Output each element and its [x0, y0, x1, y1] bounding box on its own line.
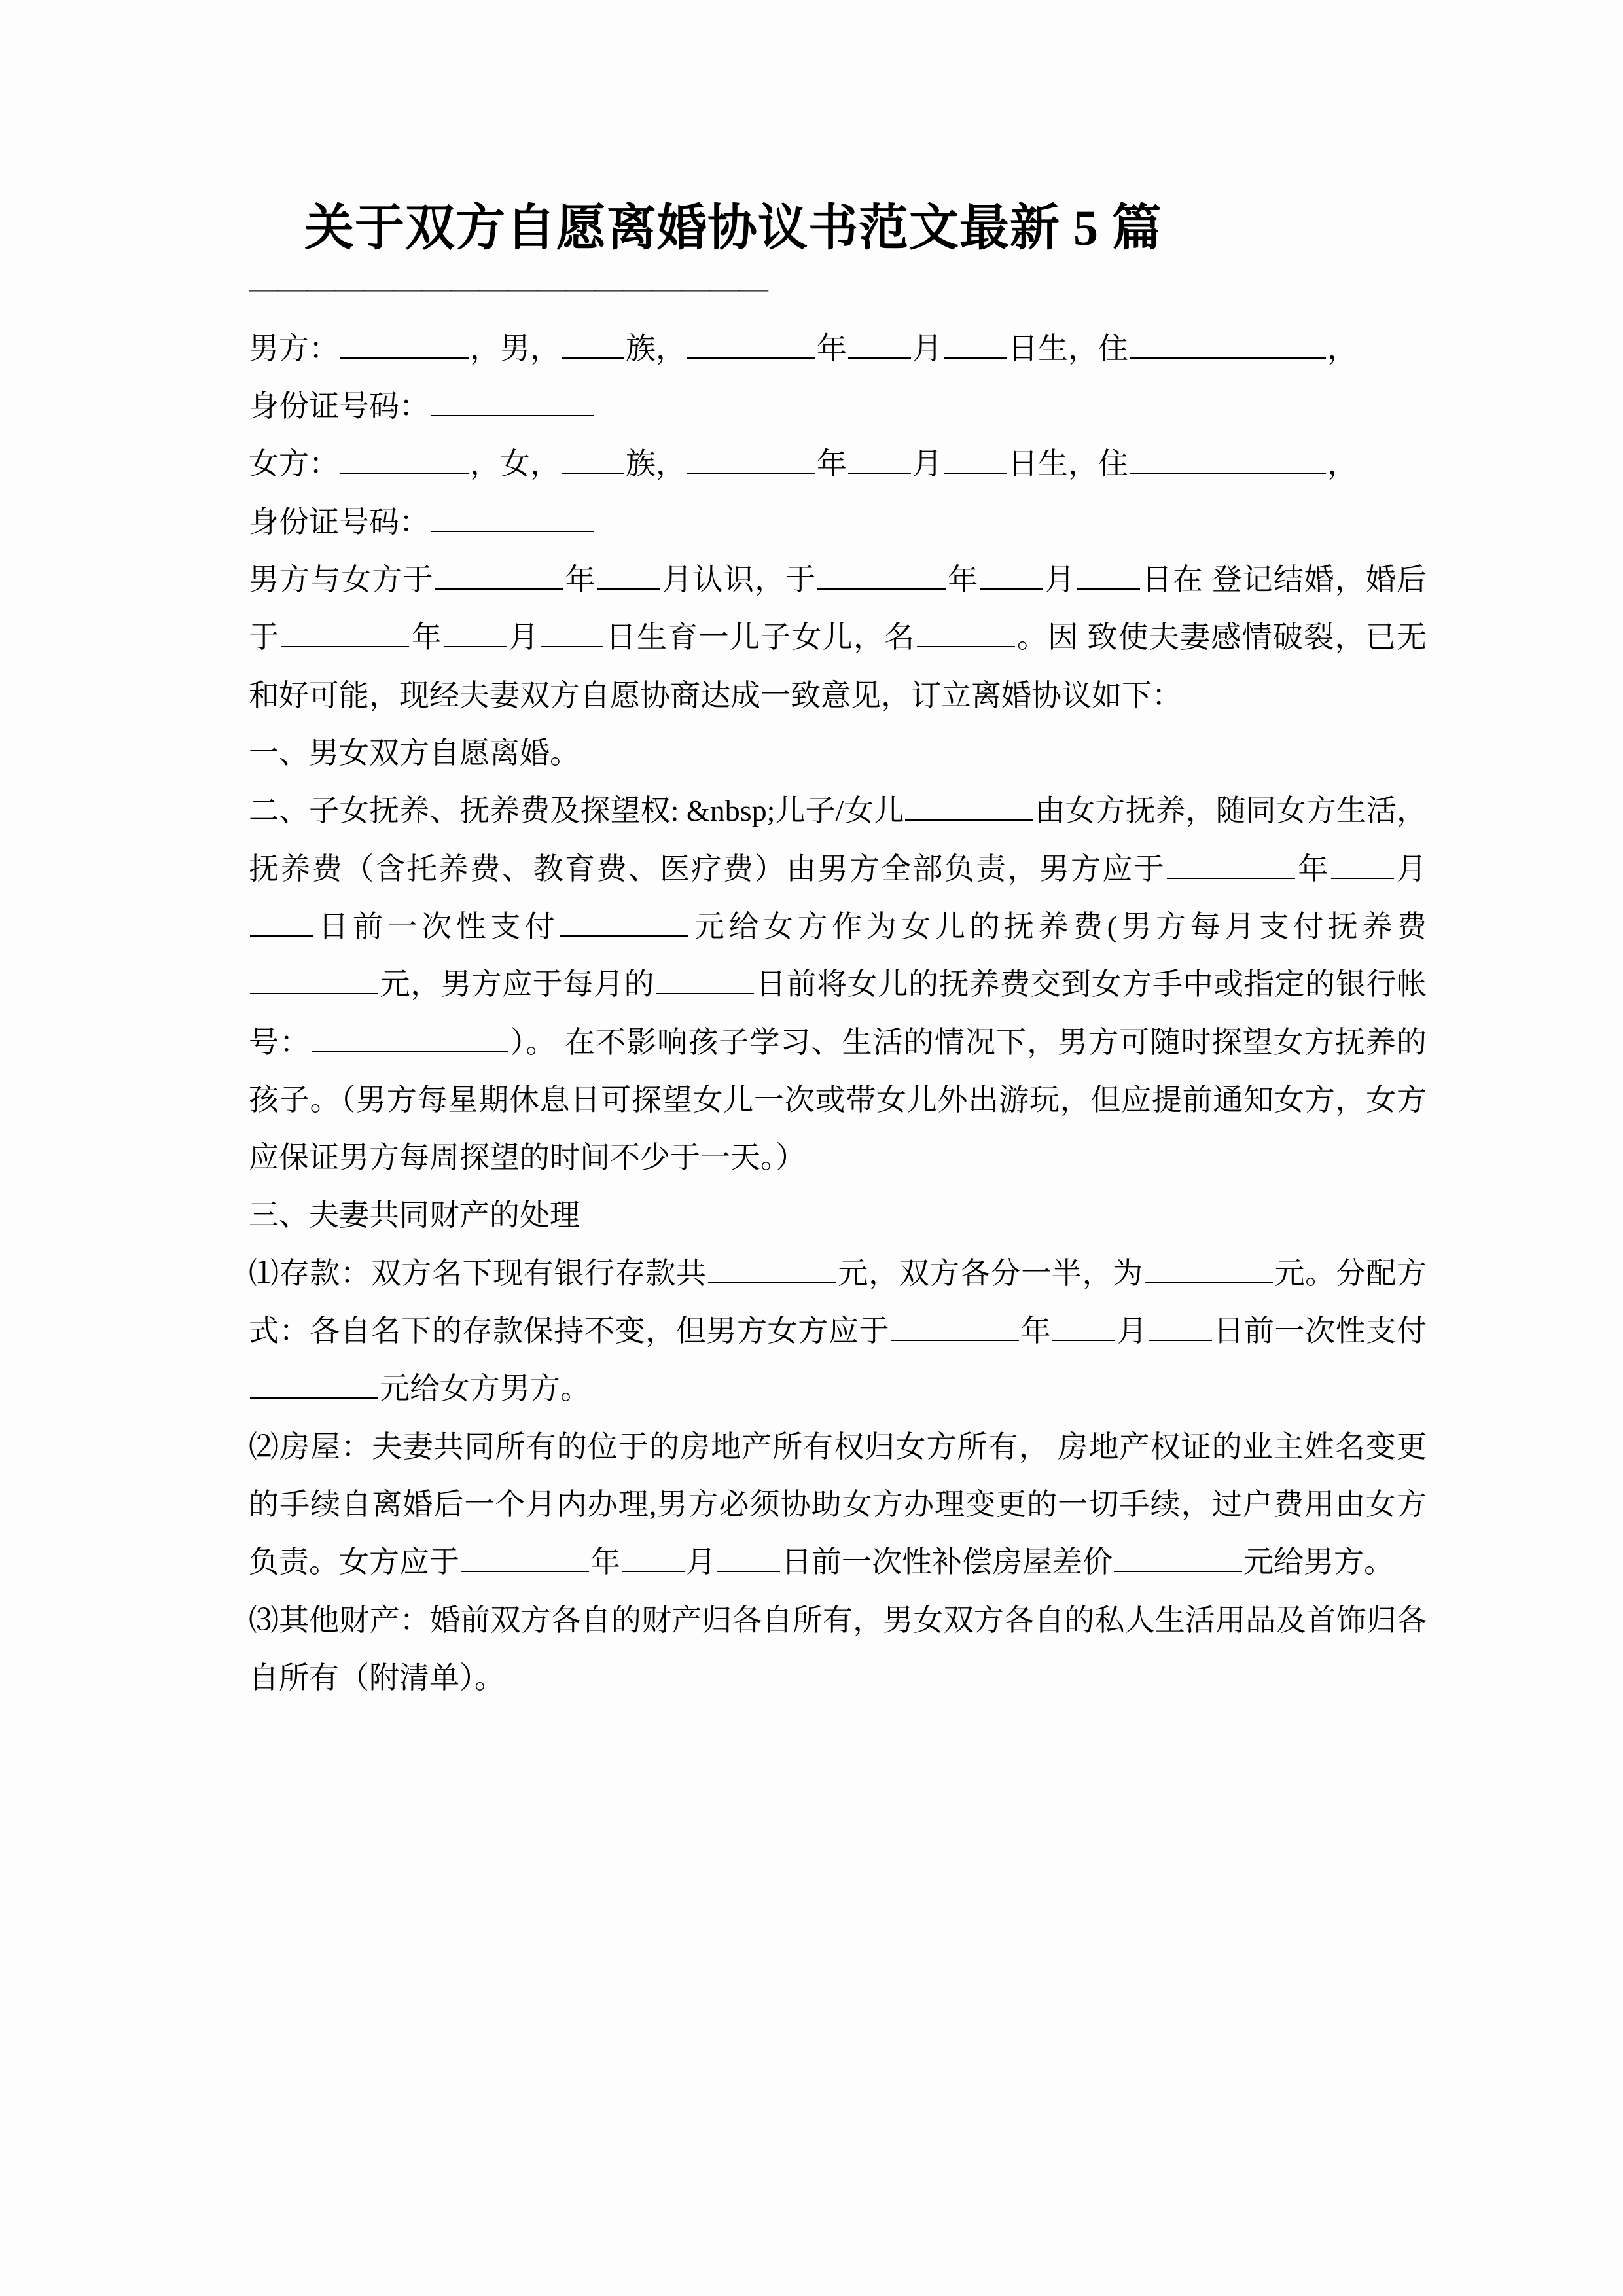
male-birth-day-blank[interactable]: [944, 326, 1007, 359]
meet-year-blank[interactable]: [435, 557, 563, 590]
female-birth-day-blank[interactable]: [944, 441, 1007, 474]
deposit-month-text: 月: [1116, 1314, 1148, 1348]
marry-day-blank[interactable]: [1077, 557, 1140, 590]
support-month-blank[interactable]: [1331, 846, 1394, 878]
meet-year-text: 年: [564, 563, 596, 597]
deposit-pay-day-blank[interactable]: [1149, 1308, 1212, 1341]
clause-one-paragraph: 一、男女双方自愿离婚。: [249, 736, 580, 770]
support-monthly-amount-blank[interactable]: [250, 961, 378, 994]
title-separator-rule: ——————————————————: [249, 272, 767, 303]
support-pay-text: 日前一次性支付: [314, 909, 560, 943]
marry-year-blank[interactable]: [817, 557, 946, 590]
female-birth-month-blank[interactable]: [848, 441, 911, 474]
clause-three-heading: 三、夫妻共同财产的处理: [249, 1198, 580, 1232]
male-label: 男方：: [249, 331, 339, 365]
support-lumpsum-amount-blank[interactable]: [560, 904, 688, 937]
meet-month-blank[interactable]: [597, 557, 660, 590]
support-amount-text: 元给女方作为女儿的抚养费(男方每月支付抚养费: [690, 909, 1427, 943]
deposit-recipient-text: 元给女方男方。: [380, 1372, 590, 1406]
house-comp-month-blank[interactable]: [622, 1539, 685, 1572]
house-recipient-text: 元给男方。: [1243, 1545, 1394, 1579]
clause-two-paragraph: [249, 782, 1427, 1187]
female-year-text: 年: [817, 447, 847, 481]
deposit-half-blank[interactable]: [1145, 1251, 1273, 1283]
marry-month-text: 月: [1044, 563, 1076, 597]
male-line-end: ，: [1327, 331, 1357, 365]
female-ethnicity-text: 族，: [626, 447, 686, 481]
female-birth-text: 日生，住: [1008, 447, 1128, 481]
house-intro-text: ⑵房屋：夫妻共同所有的位于的房地产所有权归女方所有， 房地产权证的业主姓名变更的手续自离婚后一个月内办理,男方必须协助女方办理变更的一切手续，过户费用由女方负责。女方应于: [249, 1429, 1427, 1579]
party-female-line: [249, 435, 1427, 493]
support-day-blank[interactable]: [250, 904, 313, 937]
marriage-intro-text: 男方与女方于: [249, 563, 434, 597]
male-address-blank[interactable]: [1130, 326, 1326, 359]
deposit-intro-text: ⑴存款：双方名下现有银行存款共: [249, 1256, 707, 1290]
male-month-text: 月: [912, 331, 942, 365]
house-comp-text: 日前一次性补偿房屋差价: [781, 1545, 1113, 1579]
male-birth-month-blank[interactable]: [848, 326, 911, 359]
deposit-total-blank[interactable]: [708, 1251, 836, 1283]
child-year-text: 年: [410, 620, 442, 655]
child-name-text: 日生育一儿子女儿，名: [605, 620, 916, 655]
female-gender-text: ，女，: [470, 447, 560, 481]
deposit-pay-text: 日前一次性支付: [1213, 1314, 1427, 1348]
party-male-line: [249, 320, 1427, 378]
female-name-blank[interactable]: [340, 441, 469, 474]
female-month-text: 月: [912, 447, 942, 481]
male-ethnicity-text: 族，: [626, 331, 686, 365]
item-other-property-paragraph: ⑶其他财产：婚前双方各自的财产归各自所有，男女双方各自的私人生活用品及首饰归各自所有（附清单）。: [249, 1603, 1427, 1695]
clause-two-custody-text: 由女方抚养，随同女方生活，抚养费（含托养费、教育费、医疗费）由男方全部负责，男方应于: [249, 794, 1427, 886]
child-custody-blank[interactable]: [905, 788, 1033, 821]
male-birth-year-blank[interactable]: [687, 326, 815, 359]
female-address-blank[interactable]: [1130, 441, 1326, 474]
support-monthly-text: 元，男方应于每月的: [380, 967, 655, 1001]
support-monthly-day-blank[interactable]: [656, 961, 754, 994]
marriage-history-paragraph: [249, 551, 1427, 725]
item-house-paragraph: [249, 1418, 1427, 1592]
female-line-end: ，: [1327, 447, 1357, 481]
child-birth-year-blank[interactable]: [281, 615, 409, 647]
female-id-label: 身份证号码：: [249, 505, 429, 539]
visitation-text: ）。 在不影响孩子学习、生活的情况下，男方可随时探望女方抚养的孩子。（男方每星期休息日可探望女儿一次或带女儿外出游玩，但应提前通知女方，女方应保证男方每周探望的时间不少于一天。）: [249, 1025, 1427, 1175]
support-year-text: 年: [1296, 852, 1330, 886]
child-name-blank[interactable]: [917, 615, 1015, 647]
female-birth-year-blank[interactable]: [687, 441, 815, 474]
support-month-text: 月: [1395, 852, 1427, 886]
marry-month-blank[interactable]: [980, 557, 1043, 590]
item-deposit-paragraph: [249, 1245, 1427, 1418]
deposit-pay-month-blank[interactable]: [1052, 1308, 1115, 1341]
male-id-label: 身份证号码：: [249, 389, 429, 423]
male-birth-text: 日生，住: [1008, 331, 1128, 365]
house-comp-year-blank[interactable]: [461, 1539, 589, 1572]
deposit-method-text: 元。分配方式：各自名下的存款保持不变，但男方女方应于: [249, 1256, 1427, 1348]
deposit-year-text: 年: [1020, 1314, 1052, 1348]
clause-two-intro-text: 二、子女抚养、抚养费及探望权: &nbsp;儿子/女儿: [249, 794, 904, 828]
female-ethnicity-blank[interactable]: [562, 441, 624, 474]
house-month-text: 月: [686, 1545, 716, 1579]
marry-register-text: 日在 登记结婚，婚后于: [249, 563, 1427, 655]
bank-account-blank[interactable]: [312, 1019, 508, 1052]
party-male-id-line: [249, 378, 1427, 435]
house-year-text: 年: [590, 1545, 620, 1579]
female-id-blank[interactable]: [431, 499, 594, 531]
deposit-split-text: 元，双方各分一半，为: [837, 1256, 1143, 1290]
deposit-pay-year-blank[interactable]: [891, 1308, 1019, 1341]
support-year-blank[interactable]: [1167, 846, 1295, 878]
deposit-pay-amount-blank[interactable]: [250, 1366, 378, 1399]
page-title: 关于双方自愿离婚协议书范文最新 5 篇: [304, 201, 1162, 256]
support-bank-text: 日前将女儿的抚养费交到女方手中或指定的银行帐号：: [249, 967, 1427, 1059]
child-birth-day-blank[interactable]: [541, 615, 603, 647]
marry-year-text: 年: [947, 563, 979, 597]
marriage-breakdown-text: 。因 致使夫妻感情破裂，已无和好可能，现经夫妻双方自愿协商达成一致意见，订立离婚协议如下：: [249, 620, 1427, 712]
male-year-text: 年: [817, 331, 847, 365]
house-comp-amount-blank[interactable]: [1114, 1539, 1242, 1572]
male-ethnicity-blank[interactable]: [562, 326, 624, 359]
child-birth-month-blank[interactable]: [444, 615, 507, 647]
child-month-text: 月: [507, 620, 540, 655]
male-gender-text: ，男，: [470, 331, 560, 365]
house-comp-day-blank[interactable]: [717, 1539, 780, 1572]
male-id-blank[interactable]: [431, 384, 594, 416]
meet-month-text: 月认识，于: [661, 563, 817, 597]
male-name-blank[interactable]: [340, 326, 469, 359]
female-label: 女方：: [249, 447, 339, 481]
party-female-id-line: [249, 493, 1427, 551]
